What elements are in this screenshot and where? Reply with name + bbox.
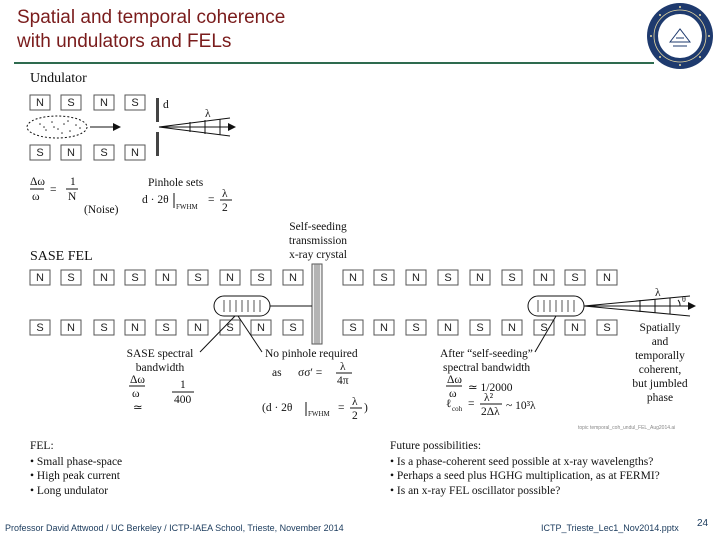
magnet xyxy=(94,145,114,160)
magnet-label: S xyxy=(131,97,139,109)
result-label xyxy=(632,322,688,404)
magnet xyxy=(283,320,303,335)
output-wavelength-label: λ xyxy=(655,287,661,299)
magnet xyxy=(534,270,554,285)
magnet xyxy=(94,320,114,335)
footer-filename: ICTP_Trieste_Lec1_Nov2014.pptx xyxy=(541,523,679,533)
svg-text:as: as xyxy=(272,367,282,379)
svg-text:x-ray crystal: x-ray crystal xyxy=(289,249,347,261)
after-seeding-equation xyxy=(446,374,513,400)
future-item: • Is a phase-coherent seed possible at x-ray wavelengths? xyxy=(390,456,654,468)
magnet xyxy=(565,320,585,335)
svg-text:Δω: Δω xyxy=(447,374,462,386)
svg-text:ω: ω xyxy=(32,191,40,203)
svg-text:S: S xyxy=(194,272,202,284)
magnet-label: S xyxy=(100,147,108,159)
magnet-label: N xyxy=(36,97,44,109)
sase-spectral-label xyxy=(127,348,194,374)
magnet xyxy=(30,270,50,285)
future-heading: Future possibilities: xyxy=(390,440,482,452)
svg-text:coh: coh xyxy=(452,405,463,413)
sase-heading: SASE FEL xyxy=(30,249,93,264)
theta-label: θ xyxy=(682,295,686,304)
undulator-wavelength-label: λ xyxy=(205,108,211,120)
dtheta-equation xyxy=(262,396,368,422)
svg-text:S: S xyxy=(289,322,297,334)
noise-note: (Noise) xyxy=(84,204,119,216)
svg-text:and: and xyxy=(651,336,669,348)
magnet xyxy=(502,270,522,285)
page-number: 24 xyxy=(697,518,709,529)
svg-text:≃: ≃ xyxy=(133,402,143,414)
svg-text:S: S xyxy=(603,322,611,334)
fel-heading: FEL: xyxy=(30,440,54,452)
svg-text:N: N xyxy=(67,322,75,334)
svg-text:spectral bandwidth: spectral bandwidth xyxy=(443,362,531,374)
svg-text:S: S xyxy=(131,272,139,284)
magnet xyxy=(220,270,240,285)
crystal-label xyxy=(289,221,347,261)
svg-text:S: S xyxy=(540,322,548,334)
svg-text:ℓ: ℓ xyxy=(446,398,452,410)
magnet xyxy=(343,320,363,335)
magnet xyxy=(597,320,617,335)
magnet-label: N xyxy=(100,97,108,109)
magnet xyxy=(30,95,50,110)
svg-text:S: S xyxy=(257,272,265,284)
pinhole-upper xyxy=(156,98,159,122)
undulator-heading: Undulator xyxy=(30,71,87,86)
magnet xyxy=(283,270,303,285)
magnet xyxy=(470,320,490,335)
svg-text:400: 400 xyxy=(174,394,192,406)
magnet xyxy=(61,145,81,160)
svg-text:≃ 1/2000: ≃ 1/2000 xyxy=(468,382,513,394)
electron-bunch xyxy=(27,116,87,138)
magnet xyxy=(502,320,522,335)
svg-text:λ: λ xyxy=(222,188,228,200)
svg-text:S: S xyxy=(162,322,170,334)
svg-text:transmission: transmission xyxy=(288,235,348,247)
magnet xyxy=(94,270,114,285)
svg-text:=: = xyxy=(208,194,215,206)
undulator-bandwidth-equation xyxy=(30,176,78,203)
svg-text:λ: λ xyxy=(340,361,346,373)
magnet xyxy=(188,320,208,335)
magnet xyxy=(156,320,176,335)
pinhole-lower xyxy=(156,132,159,156)
svg-text:N: N xyxy=(131,322,139,334)
magnet xyxy=(438,320,458,335)
footer-credit: Professor David Attwood / UC Berkeley / ICTP-IAEA School, Trieste, November 2014 xyxy=(5,523,344,533)
sase-microbunch-right xyxy=(528,296,584,316)
title-line-2: with undulators and FELs xyxy=(17,31,232,52)
magnet-label: N xyxy=(131,147,139,159)
magnet xyxy=(251,270,271,285)
sase-top-magnet-row xyxy=(30,270,617,285)
electron-dots xyxy=(39,120,81,134)
fel-item: • Long undulator xyxy=(30,485,109,497)
svg-text:N: N xyxy=(289,272,297,284)
svg-text:coherent,: coherent, xyxy=(638,364,682,376)
magnet-label: S xyxy=(67,97,75,109)
svg-text:After “self-seeding”: After “self-seeding” xyxy=(440,348,533,360)
magnet xyxy=(61,320,81,335)
svg-text:FWHM: FWHM xyxy=(308,410,330,418)
magnet xyxy=(597,270,617,285)
svg-text:temporally: temporally xyxy=(635,350,685,362)
svg-text:N: N xyxy=(540,272,548,284)
magnet xyxy=(374,270,394,285)
svg-text:Δω: Δω xyxy=(30,176,45,188)
magnet xyxy=(125,145,145,160)
svg-text:S: S xyxy=(226,322,234,334)
magnet xyxy=(30,145,50,160)
svg-text:σσ′ =: σσ′ = xyxy=(298,367,323,379)
svg-text:1: 1 xyxy=(180,379,186,391)
magnet xyxy=(251,320,271,335)
svg-text:Spatially: Spatially xyxy=(639,322,681,334)
magnet xyxy=(406,320,426,335)
sase-spectral-equation xyxy=(129,374,194,414)
fel-item: • High peak current xyxy=(30,470,120,482)
svg-text:): ) xyxy=(364,402,368,414)
svg-text:Δω: Δω xyxy=(130,374,145,386)
svg-text:S: S xyxy=(476,322,484,334)
svg-text:S: S xyxy=(412,322,420,334)
svg-text:4π: 4π xyxy=(337,375,349,387)
svg-text:N: N xyxy=(68,191,77,203)
no-pinhole-label: No pinhole required xyxy=(265,348,358,360)
svg-text:2Δλ: 2Δλ xyxy=(481,406,500,418)
svg-text:=: = xyxy=(468,398,475,410)
svg-text:N: N xyxy=(603,272,611,284)
svg-text:2: 2 xyxy=(352,410,358,422)
magnet xyxy=(220,320,240,335)
svg-text:1: 1 xyxy=(70,176,76,188)
magnet xyxy=(125,320,145,335)
no-pinhole-equation xyxy=(272,361,352,387)
aperture-label: d xyxy=(163,99,169,111)
future-item: • Is an x-ray FEL oscillator possible? xyxy=(390,485,561,497)
svg-text:SASE spectral: SASE spectral xyxy=(126,348,194,360)
magnet xyxy=(565,270,585,285)
svg-text:phase: phase xyxy=(646,392,674,404)
svg-text:FWHM: FWHM xyxy=(176,203,198,211)
svg-text:d · 2θ: d · 2θ xyxy=(142,194,169,206)
svg-text:N: N xyxy=(571,322,579,334)
magnet xyxy=(125,270,145,285)
magnet xyxy=(374,320,394,335)
svg-text:Self-seeding: Self-seeding xyxy=(289,221,347,233)
magnet xyxy=(188,270,208,285)
svg-text:N: N xyxy=(508,322,516,334)
undulator-bottom-magnet-row xyxy=(30,145,145,160)
coherence-length-equation xyxy=(446,392,536,418)
svg-text:S: S xyxy=(67,272,75,284)
svg-text:N: N xyxy=(36,272,44,284)
magnet xyxy=(61,95,81,110)
svg-text:ω: ω xyxy=(449,388,457,400)
magnet xyxy=(30,320,50,335)
svg-text:2: 2 xyxy=(222,202,228,214)
sase-bottom-magnet-row xyxy=(30,320,617,335)
magnet-label: S xyxy=(36,147,44,159)
magnet xyxy=(61,270,81,285)
svg-text:S: S xyxy=(508,272,516,284)
svg-text:N: N xyxy=(226,272,234,284)
future-item: • Perhaps a seed plus HGHG multiplication, as at FERMI? xyxy=(390,470,660,482)
svg-text:N: N xyxy=(349,272,357,284)
svg-text:S: S xyxy=(349,322,357,334)
magnet xyxy=(534,320,554,335)
magnet xyxy=(343,270,363,285)
magnet xyxy=(125,95,145,110)
svg-text:S: S xyxy=(571,272,579,284)
svg-text:S: S xyxy=(100,322,108,334)
svg-text:S: S xyxy=(380,272,388,284)
title-line-1: Spatial and temporal coherence xyxy=(17,7,286,28)
svg-text:N: N xyxy=(100,272,108,284)
svg-text:but jumbled: but jumbled xyxy=(632,378,688,390)
svg-text:bandwidth: bandwidth xyxy=(135,362,185,374)
magnet xyxy=(406,270,426,285)
svg-text:λ²: λ² xyxy=(484,392,494,404)
output-radiation xyxy=(584,296,695,316)
sase-microbunch-left xyxy=(214,296,270,316)
svg-text:S: S xyxy=(444,272,452,284)
magnet xyxy=(470,270,490,285)
svg-text:λ: λ xyxy=(352,396,358,408)
svg-text:N: N xyxy=(257,322,265,334)
svg-text:N: N xyxy=(162,272,170,284)
svg-text:N: N xyxy=(444,322,452,334)
svg-text:=: = xyxy=(50,184,57,196)
magnet-label: N xyxy=(67,147,75,159)
magnet xyxy=(94,95,114,110)
undulator-top-magnet-row xyxy=(30,95,145,110)
svg-text:N: N xyxy=(412,272,420,284)
svg-text:~ 10³λ: ~ 10³λ xyxy=(506,400,536,412)
svg-text:(d · 2θ: (d · 2θ xyxy=(262,402,293,414)
svg-text:=: = xyxy=(338,402,345,414)
after-seeding-label xyxy=(440,348,533,374)
svg-text:S: S xyxy=(36,322,44,334)
pinhole-equation xyxy=(142,188,232,214)
fel-item: • Small phase-space xyxy=(30,456,123,468)
svg-text:ω: ω xyxy=(132,388,140,400)
svg-text:N: N xyxy=(194,322,202,334)
seeding-crystal xyxy=(312,264,322,344)
image-credit: topic temporal_coh_undul_FEL_Aug2014.ai xyxy=(578,425,676,431)
magnet xyxy=(156,270,176,285)
svg-text:N: N xyxy=(476,272,484,284)
magnet xyxy=(438,270,458,285)
svg-text:N: N xyxy=(380,322,388,334)
pinhole-heading: Pinhole sets xyxy=(148,177,204,189)
